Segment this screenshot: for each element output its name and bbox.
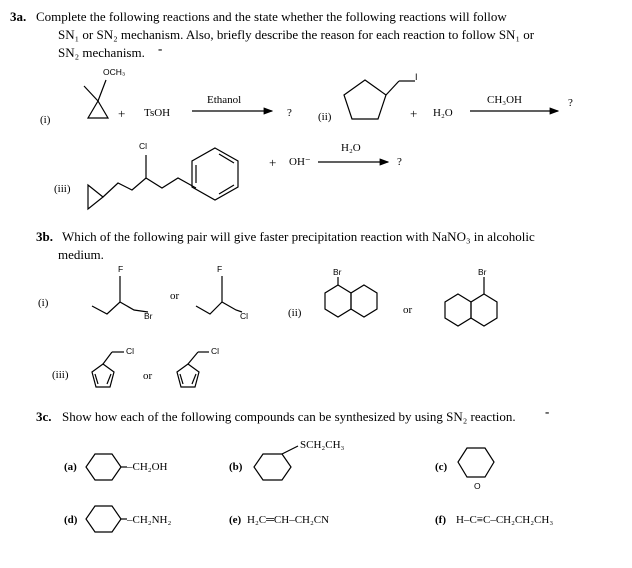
- q3c-d-group: –CH₂NH₂: [127, 514, 172, 526]
- q3b-text-line2: medium.: [58, 247, 104, 262]
- reaction-iii-product: ?: [397, 156, 402, 168]
- pair-i-left-atom-bottom: Br: [144, 311, 153, 321]
- reaction-i-plus: +: [118, 106, 126, 121]
- q3c-c-label: (c): [435, 461, 448, 473]
- cyclohexane-a: [86, 454, 121, 480]
- q3b-number: 3b.: [36, 229, 53, 244]
- tetrahydropyran-c: [458, 448, 494, 477]
- pair-i-label: (i): [38, 297, 49, 309]
- q3b-text-line1: Which of the following pair will give faster precipitation reaction with NaNO₃ in alcoholic: [62, 229, 535, 244]
- q3c-a-group: –CH₂OH: [127, 461, 168, 473]
- q3c-d-label: (d): [64, 514, 78, 526]
- q3c-c-atom: O: [474, 481, 481, 491]
- cyclopropane-methoxy-structure: [84, 80, 108, 118]
- reaction-ii-plus: +: [410, 106, 418, 121]
- q3a-text-line2: SN₁ or SN₂ mechanism. Also, briefly describe the reason for each reaction to follow SN₁ or: [58, 27, 535, 42]
- bromo-decalin-right: [445, 277, 497, 326]
- pair-i-or: or: [170, 290, 180, 302]
- reaction-iii-reagent: OH⁻: [289, 156, 311, 168]
- reaction-i-condition: Ethanol: [207, 94, 242, 106]
- q3c-tick: -: [545, 404, 550, 419]
- reaction-ii-product: ?: [568, 97, 573, 109]
- q3c-b-group: SCH₂CH₃: [300, 439, 345, 451]
- q3c-text: Show how each of the following compounds can be synthesized by using SN₂ reaction.: [62, 409, 516, 424]
- reaction-i-reagent: TsOH: [144, 107, 171, 119]
- q3a-tick: -: [158, 41, 163, 56]
- q3c-e-label: (e): [229, 514, 242, 526]
- bond-b: [282, 446, 298, 454]
- chloromethyl-cyclopentadiene-left: [92, 352, 124, 387]
- pair-iii-or: or: [143, 370, 153, 382]
- reaction-iii-substituent: Cl: [139, 141, 148, 151]
- pair-ii-right-atom: Br: [478, 267, 487, 277]
- pair-ii-or: or: [403, 304, 413, 316]
- q3c-f-formula: H–C≡C–CH₂CH₂CH₃: [456, 514, 554, 526]
- q3c-f-label: (f): [435, 514, 446, 526]
- cyclohexane-d: [86, 506, 121, 532]
- q3a-text-line3: SN₂ mechanism.: [58, 45, 145, 60]
- pair-iii-label: (iii): [52, 369, 69, 381]
- pair-ii-label: (ii): [288, 307, 302, 319]
- pair-iii-right-atom: Cl: [211, 346, 220, 356]
- reaction-ii-label: (ii): [318, 111, 332, 123]
- reaction-iii-label: (iii): [54, 183, 71, 195]
- reaction-ii-substituent: I: [415, 72, 418, 82]
- q3c-number: 3c.: [36, 409, 52, 424]
- q3c-b-label: (b): [229, 461, 243, 473]
- bromo-decalin-left: [325, 277, 377, 317]
- pair-i-right-atom-bottom: Cl: [240, 311, 249, 321]
- pair-i-left-atom-top: F: [118, 264, 124, 274]
- reaction-i-product: ?: [287, 107, 292, 119]
- reaction-iii-plus: +: [269, 155, 277, 170]
- chloro-benzyl-cyclopropane-structure: [88, 148, 238, 209]
- iodomethyl-cyclopentane-structure: [344, 80, 418, 121]
- q3c-e-formula: H₂C═CH–CH₂CN: [247, 514, 330, 526]
- q3a-number: 3a.: [10, 9, 27, 24]
- fluoro-bromo-chain-left: [92, 276, 148, 314]
- chloromethyl-cyclopentadiene-right: [177, 352, 209, 387]
- reaction-i-substituent: OCH₃: [103, 67, 126, 77]
- fluoro-chloro-chain-right: [196, 276, 242, 314]
- pair-ii-left-atom: Br: [333, 267, 342, 277]
- reaction-iii-condition: H₂O: [341, 142, 361, 154]
- q3a-text-line1: Complete the following reactions and the state whether the following reactions will follow: [36, 9, 507, 24]
- reaction-i-label: (i): [40, 114, 51, 126]
- q3c-a-label: (a): [64, 461, 77, 473]
- pair-i-right-atom-top: F: [217, 264, 223, 274]
- pair-iii-left-atom: Cl: [126, 346, 135, 356]
- cyclohexane-b: [254, 454, 291, 480]
- reaction-ii-condition: CH₃OH: [487, 94, 523, 106]
- reaction-ii-reagent: H₂O: [433, 107, 453, 119]
